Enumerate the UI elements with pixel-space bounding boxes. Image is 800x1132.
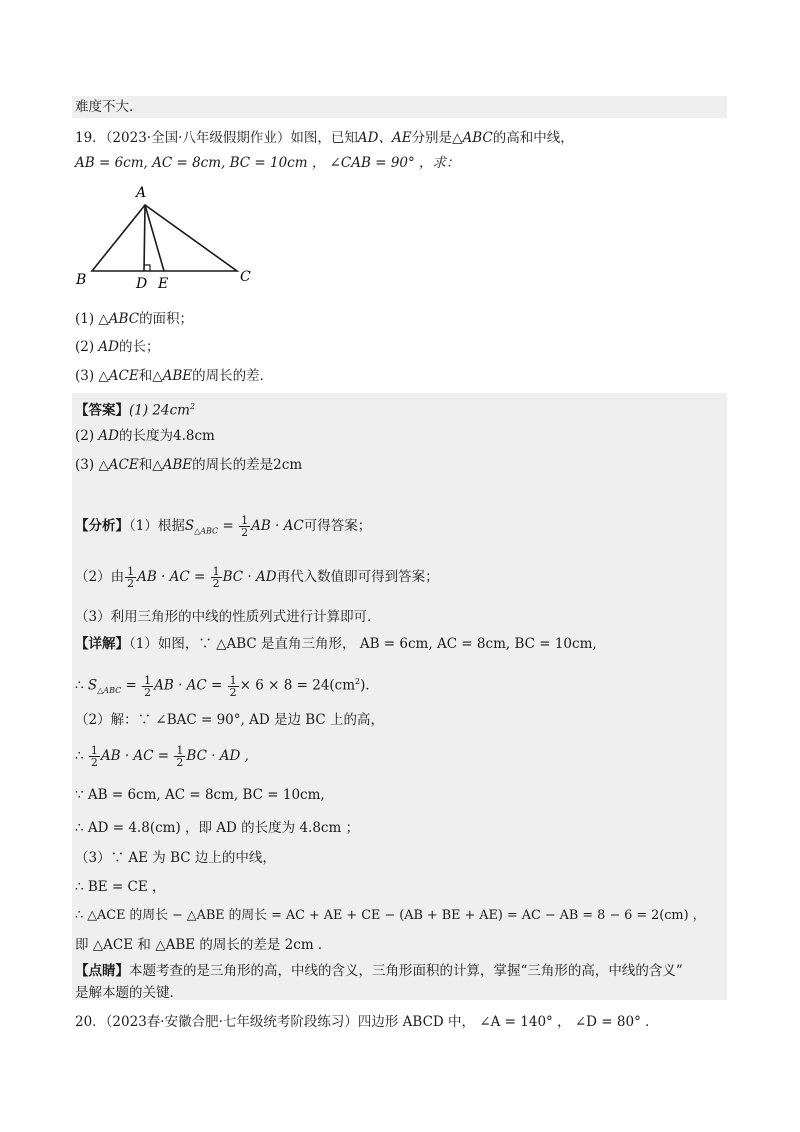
detail-6: ∴ AD = 4.8(cm) ，即 AD 的长度为 4.8cm ；: [75, 820, 360, 836]
comment-1: 【点睛】本题考查的是三角形的高，中线的含义，三角形面积的计算，掌握“三角形的高，中线的含义”: [75, 963, 683, 979]
q19-sub3: (3) △ACE和△ABE的周长的差．: [75, 368, 274, 384]
detail-7: （3）∵ AE 为 BC 边上的中线，: [75, 850, 276, 866]
fraction-half: $\frac{1}{2}$: [144, 673, 152, 699]
answer-2: (2) AD的长度为4.8cm: [75, 428, 215, 444]
answer-1: 【答案】(1) $24cm^2$: [75, 402, 196, 419]
q19-stem: 19．（2023·全国·八年级假期作业）如图，已知AD、AE分别是△ABC的高和中线，: [75, 130, 574, 146]
prev-tail: 难度不大．: [75, 99, 143, 115]
right-angle-mark: [144, 265, 150, 271]
detail-4: ∴ $\frac{1}{2}$ AB · AC = $\frac{1}{2}$ BC · AD ,: [75, 744, 249, 769]
analysis-2: （2）由 $\frac{1}{2}$ AB · AC = $\frac{1}{2}$ BC · AD再代入数值即可得到答案；: [75, 565, 439, 590]
q20-stem: 20．（2023春·安徽合肥·七年级统考阶段练习）四边形 ABCD 中， ∠A = 140° ， ∠D = 80° ．: [75, 1014, 659, 1030]
answer-3: (3) △ACE和△ABE的周长的差是2cm: [75, 457, 303, 473]
label-e: E: [158, 276, 169, 290]
comment-2: 是解本题的关键．: [75, 985, 183, 1001]
analysis-1: 【分析】（1）根据$S_{\triangle ABC}$ = $\frac{1}{2}$ AB · AC可得答案；: [75, 514, 372, 539]
q19-sub1: (1) △ABC的面积；: [75, 311, 194, 327]
detail-1: 【详解】（1）如图，∵ △ABC 是直角三角形， AB = 6cm, AC = 8cm, BC = 10cm,: [75, 636, 597, 652]
detail-5: ∵ AB = 6cm, AC = 8cm, BC = 10cm,: [75, 787, 325, 803]
fraction-half: $\frac{1}{2}$: [127, 565, 135, 590]
median-ae: [145, 205, 164, 271]
triangle-abc: [92, 205, 237, 271]
fraction-half: $\frac{1}{2}$: [90, 744, 98, 769]
fraction-half: $\frac{1}{2}$: [212, 565, 220, 590]
altitude-ad: [144, 205, 145, 271]
triangle-figure: [70, 180, 270, 290]
fraction-half: $\frac{1}{2}$: [176, 744, 184, 769]
detail-10: 即 △ACE 和 △ABE 的周长的差是 2cm ．: [75, 937, 332, 953]
analysis-3: （3）利用三角形的中线的性质列式进行计算即可．: [75, 609, 381, 625]
q19-given: AB = 6cm, AC = 8cm, BC = 10cm ， ∠CAB = 90° ，求：: [75, 155, 460, 171]
detail-2: ∴ $S_{\triangle ABC}$ = $\frac{1}{2}$ AB · AC = $\frac{1}{2}$ × $6 \times 8 = 24(cm^2)$．: [75, 673, 379, 699]
label-b: B: [76, 272, 87, 288]
detail-9: ∴ △ACE 的周长 − △ABE 的周长 = AC + AE + CE − (AB + BE + AE) = AC − AB = 8 − 6 = 2(cm) ，: [75, 908, 706, 923]
fraction-half: $\frac{1}{2}$: [241, 514, 249, 539]
label-d: D: [136, 276, 148, 290]
detail-3: （2）解：∵ ∠BAC = 90°, AD 是边 BC 上的高，: [75, 712, 385, 728]
q19-sub2: (2) AD的长；: [75, 339, 160, 355]
fraction-half: $\frac{1}{2}$: [229, 673, 237, 699]
label-c: C: [240, 269, 251, 285]
detail-8: ∴ BE = CE ，: [75, 879, 166, 895]
label-a: A: [136, 185, 147, 201]
prev-solution-bg: [72, 96, 727, 118]
